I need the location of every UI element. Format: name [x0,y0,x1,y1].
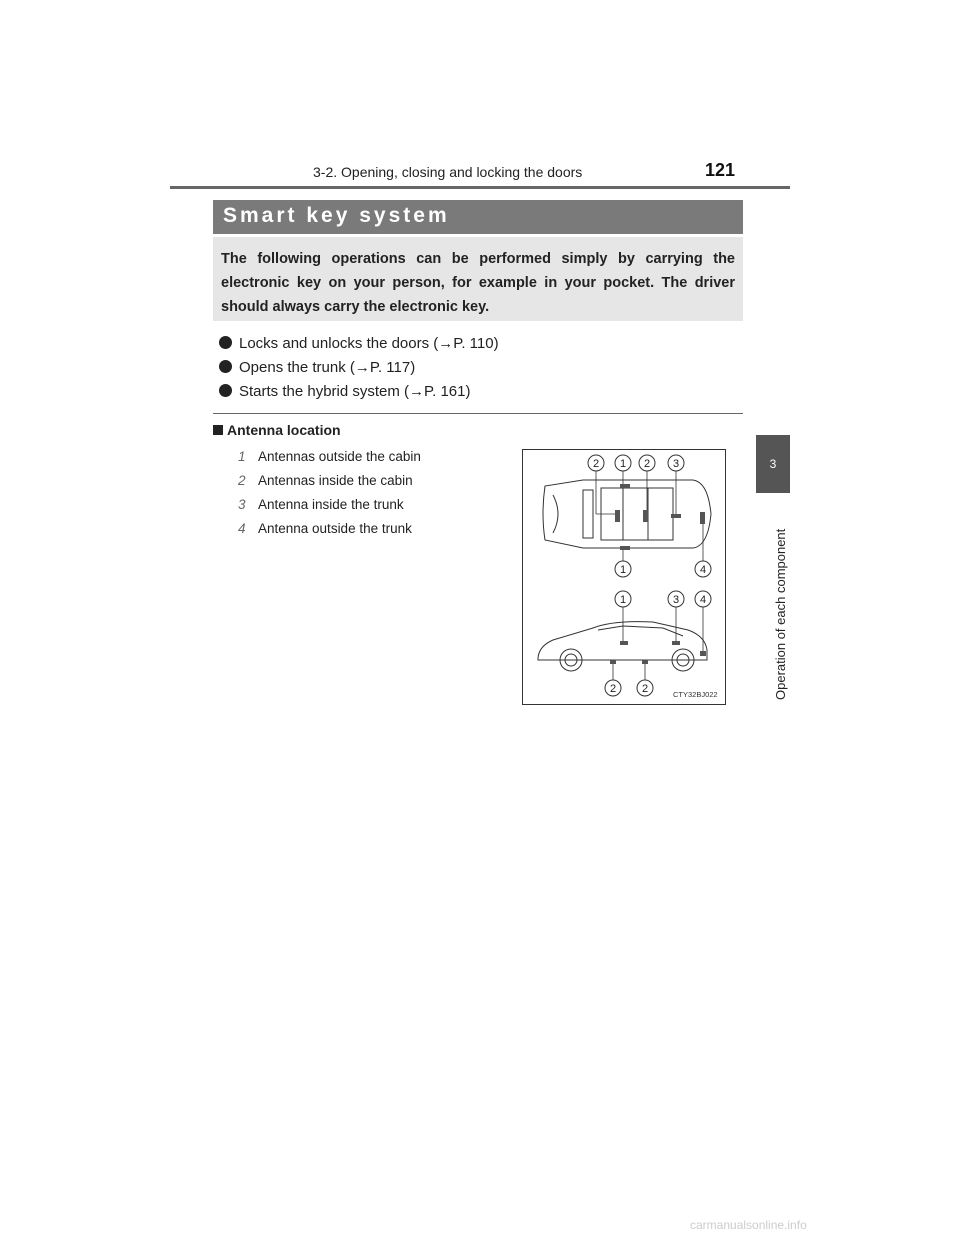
callout-number: 1 [619,458,627,470]
antenna-legend [238,445,421,541]
legend-item [238,445,421,469]
legend-item [238,469,421,493]
page-number: 121 [705,160,736,180]
intro-text: The following operations can be performed simply by carrying the electronic key on your person, for example in your pocket. The driver should always carry the electronic key. [221,251,735,315]
callout-number: 2 [641,683,649,695]
header-rule [170,186,790,189]
callout-number: 1 [619,564,627,576]
callout-number: 2 [592,458,600,470]
diagram-code: CTY32BJ022 [673,690,718,699]
bullet-icon [219,336,232,349]
legend-label: Antennas outside the cabin [258,449,421,464]
legend-number: 4 [238,521,246,536]
antenna-diagram [522,449,726,705]
legend-item [238,493,421,517]
feature-list [219,332,499,404]
callout-number: 3 [672,458,680,470]
car-diagram-svg [523,450,725,704]
header-section-title: 3-2. Opening, closing and locking the doors [313,164,583,180]
bullet-text[interactable]: Locks and unlocks the doors (→P. 110) [239,335,499,352]
legend-label: Antennas inside the cabin [258,473,413,488]
legend-label: Antenna outside the trunk [258,521,412,536]
legend-number: 3 [238,497,246,512]
callout-number: 4 [699,594,707,606]
list-item [219,356,499,380]
callout-number: 3 [672,594,680,606]
car-side-view-icon [538,622,707,671]
legend-number: 1 [238,449,246,464]
bullet-icon [219,360,232,373]
bullet-text[interactable]: Starts the hybrid system (→P. 161) [239,383,471,400]
square-bullet-icon [213,425,223,435]
callout-number: 2 [643,458,651,470]
section-divider [213,413,743,414]
legend-label: Antenna inside the trunk [258,497,404,512]
bullet-icon [219,384,232,397]
section-banner [213,200,743,234]
bullet-text[interactable]: Opens the trunk (→P. 117) [239,359,416,376]
list-item [219,380,499,404]
antenna-heading [213,422,341,438]
callout-number: 1 [619,594,627,606]
intro-box [213,237,743,321]
list-item [219,332,499,356]
callout-number: 4 [699,564,707,576]
callout-number: 2 [609,683,617,695]
chapter-tab[interactable]: 3 [756,435,790,493]
chapter-label: Operation of each component [773,528,788,700]
watermark: carmanualsonline.info [690,1218,807,1232]
section-title: Smart key system [223,204,450,227]
legend-item [238,517,421,541]
legend-number: 2 [238,473,246,488]
antenna-heading-text: Antenna location [227,422,341,438]
car-top-view-icon [543,480,711,548]
